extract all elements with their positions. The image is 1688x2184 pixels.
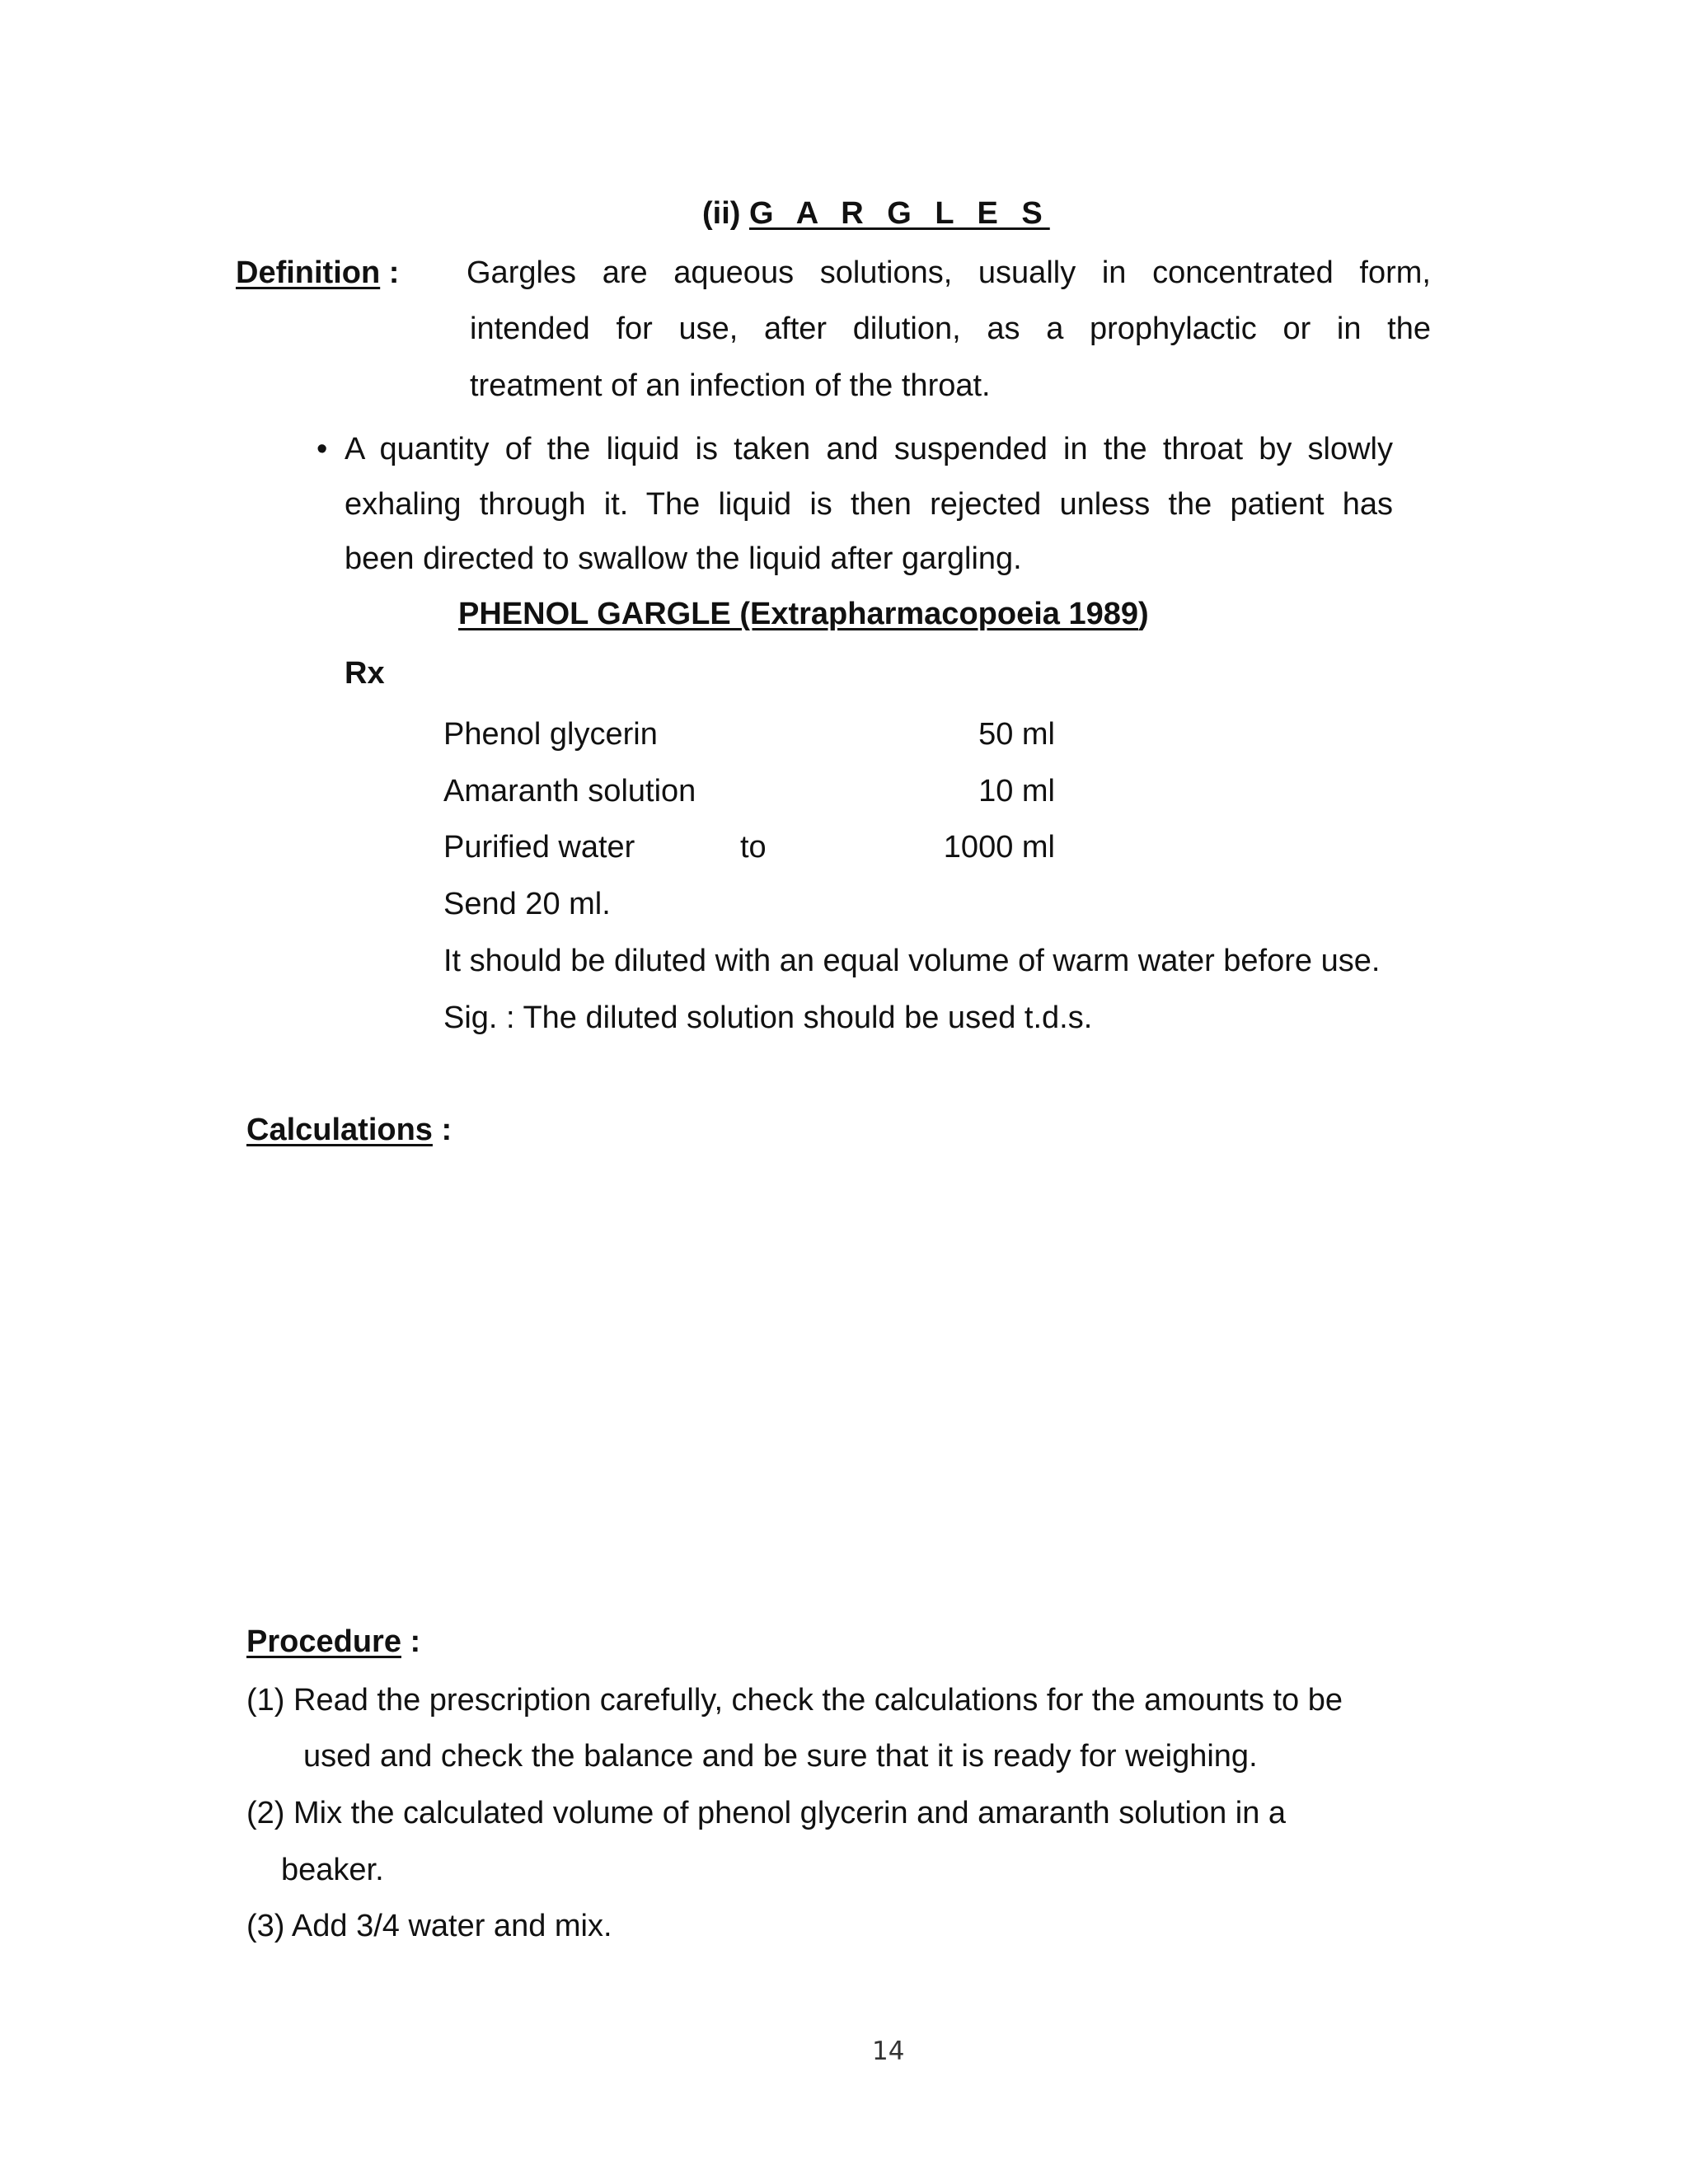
bullet-icon: • [316,432,328,466]
procedure-step-line: used and check the balance and be sure that it is ready for weighing. [303,1739,1258,1774]
section-number: (ii) [702,196,741,231]
procedure-heading [246,1623,420,1661]
calculations-colon: : [441,1113,452,1147]
send-line: Send 20 ml. [443,887,611,921]
ingredient-name: Phenol glycerin [443,717,658,752]
formula-title-paren: ) [1138,597,1149,631]
ingredient-amount: 1000 ml [943,830,1055,865]
definition-colon: : [388,255,400,290]
ingredient-amount: 10 ml [978,774,1055,808]
section-title: G A R G L E S [749,196,1050,231]
ingredient-amount: 50 ml [978,717,1055,752]
formula-title-text: PHENOL GARGLE (Extrapharmacopoeia 1989 [458,597,1138,631]
definition-line-3: treatment of an infection of the throat. [470,368,991,403]
section-heading [702,194,1050,232]
procedure-step-line: (2) Mix the calculated volume of phenol glycerin and amaranth solution in a [246,1796,1287,1830]
bullet-line-1: A quantity of the liquid is taken and suspended in the throat by slowly [345,432,1393,466]
ingredient-name: Amaranth solution [443,774,696,808]
definition-line-2: intended for use, after dilution, as a prophylactic or in the [470,312,1431,346]
procedure-label: Procedure [246,1624,401,1659]
definition-line-1: Gargles are aqueous solutions, usually in concentrated form, [467,255,1431,290]
procedure-step-line: (3) Add 3/4 water and mix. [246,1909,612,1943]
procedure-colon: : [410,1624,421,1659]
formula-title [458,595,1149,633]
dilution-note: It should be diluted with an equal volume of warm water before use. [443,944,1381,978]
signa-line: Sig. : The diluted solution should be used t.d.s. [443,1001,1093,1035]
ingredient-qualifier: to [740,830,767,865]
bullet-line-3: been directed to swallow the liquid after gargling. [345,541,1022,576]
definition-label-wrap [236,254,399,292]
procedure-step-line: (1) Read the prescription carefully, check the calculations for the amounts to be [246,1683,1343,1718]
page-number: 14 [872,2036,905,2066]
calculations-label: Calculations [246,1113,433,1147]
definition-label: Definition [236,255,381,290]
procedure-step-line: beaker. [281,1853,384,1887]
rx-label: Rx [345,656,385,691]
ingredient-name: Purified water [443,830,635,865]
bullet-line-2: exhaling through it. The liquid is then rejected unless the patient has [345,487,1393,522]
calculations-heading [246,1111,452,1149]
